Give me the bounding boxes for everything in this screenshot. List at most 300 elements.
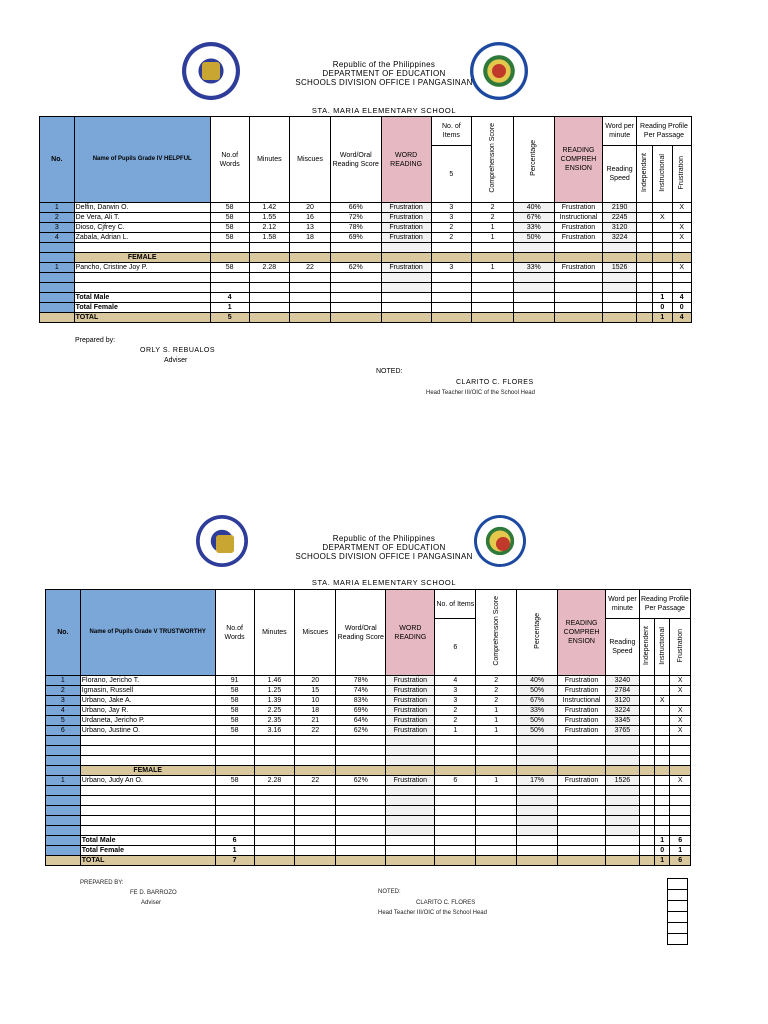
col-word-reading: WORD READING xyxy=(381,117,431,203)
table-cell xyxy=(639,806,654,816)
table-cell: 21 xyxy=(295,716,336,726)
total-row xyxy=(46,856,691,866)
total-profile: 4 xyxy=(672,293,692,303)
table-cell xyxy=(670,796,691,806)
table-cell: 1 xyxy=(472,263,514,273)
table-cell xyxy=(672,213,692,223)
table-cell: 2 xyxy=(435,716,476,726)
col-wpm: Word per minute xyxy=(606,590,640,619)
female-label: FEMALE xyxy=(80,766,215,776)
table-cell xyxy=(513,283,554,293)
table-cell xyxy=(435,736,476,746)
table-cell: Urbano, Judy An O. xyxy=(80,776,215,786)
table-cell: Urbano, Jake A. xyxy=(80,696,215,706)
table-cell: X xyxy=(670,686,691,696)
table-cell: 50% xyxy=(517,726,558,736)
total-profile: 0 xyxy=(655,846,670,856)
table-cell: Frustration xyxy=(558,676,606,686)
table-cell: X xyxy=(672,263,692,273)
total-profile: 1 xyxy=(670,846,691,856)
female-label: FEMALE xyxy=(74,253,210,263)
total-label: TOTAL xyxy=(80,856,215,866)
table-cell xyxy=(330,283,381,293)
total-profile xyxy=(636,293,652,303)
table-cell xyxy=(386,736,435,746)
table-cell xyxy=(653,273,672,283)
table-cell: X xyxy=(653,213,672,223)
table-cell: 22 xyxy=(295,726,336,736)
table-cell: 58 xyxy=(215,776,254,786)
col-no: No. xyxy=(46,590,81,676)
table-cell xyxy=(639,686,654,696)
table-cell xyxy=(74,273,210,283)
table-cell: 18 xyxy=(290,233,331,243)
table-cell: 1.46 xyxy=(254,676,295,686)
table-cell: 58 xyxy=(210,203,249,213)
table-cell xyxy=(603,243,637,253)
table-cell xyxy=(295,806,336,816)
table-cell xyxy=(472,273,514,283)
head-title: Head Teacher III/OIC of the School Head xyxy=(426,390,535,396)
table-cell: 3765 xyxy=(606,726,640,736)
table-cell xyxy=(46,756,81,766)
table-cell xyxy=(636,283,652,293)
table-cell xyxy=(476,816,517,826)
table-cell xyxy=(210,283,249,293)
table-cell xyxy=(606,786,640,796)
table-cell: Frustration xyxy=(381,263,431,273)
col-miscues: Miscues xyxy=(295,590,336,676)
total-count: 4 xyxy=(210,293,249,303)
table-cell: 3345 xyxy=(606,716,640,726)
table-cell: X xyxy=(670,726,691,736)
table-cell xyxy=(639,756,654,766)
header-republic: Republic of the Philippines xyxy=(332,534,436,543)
table-cell xyxy=(215,736,254,746)
table-cell: 3 xyxy=(435,686,476,696)
table-cell xyxy=(254,786,295,796)
noted-label: NOTED: xyxy=(376,368,403,375)
table-cell: Florano, Jericho T. xyxy=(80,676,215,686)
table-cell: X xyxy=(670,776,691,786)
table-cell: 4 xyxy=(435,676,476,686)
table-cell xyxy=(639,746,654,756)
table-cell: 50% xyxy=(513,233,554,243)
prepared-label: PREPARED BY: xyxy=(80,880,124,886)
table-cell: 2 xyxy=(476,676,517,686)
table-cell: 64% xyxy=(336,716,386,726)
table-cell xyxy=(476,736,517,746)
col-name: Name of Pupils Grade V TRUSTWORTHY xyxy=(80,590,215,676)
table-cell: Frustration xyxy=(386,716,435,726)
col-profile: Reading Profile Per Passage xyxy=(636,117,691,146)
col-reading-speed: Reading Speed xyxy=(603,146,637,203)
table-cell xyxy=(636,233,652,243)
table-cell xyxy=(40,283,75,293)
table-cell: X xyxy=(672,223,692,233)
table-cell xyxy=(636,243,652,253)
total-profile xyxy=(639,846,654,856)
col-minutes: Minutes xyxy=(254,590,295,676)
table-cell xyxy=(46,806,81,816)
table-cell xyxy=(330,273,381,283)
table-cell: 33% xyxy=(517,706,558,716)
table-cell xyxy=(80,786,215,796)
table-cell: 2 xyxy=(40,213,75,223)
letterhead xyxy=(0,60,768,87)
table-cell xyxy=(554,273,603,283)
table-cell: Frustration xyxy=(558,716,606,726)
female-header-row xyxy=(46,766,691,776)
col-reading-comprehension: READING COMPREH ENSION xyxy=(558,590,606,676)
table-cell: 69% xyxy=(330,233,381,243)
table-cell xyxy=(46,816,81,826)
table-cell: 1.39 xyxy=(254,696,295,706)
table-cell: 16 xyxy=(290,213,331,223)
table-cell xyxy=(558,806,606,816)
table-cell: 1.25 xyxy=(254,686,295,696)
table-cell xyxy=(215,826,254,836)
table-cell: 2245 xyxy=(603,213,637,223)
table-cell xyxy=(639,726,654,736)
table-row xyxy=(46,776,691,786)
table-cell xyxy=(636,223,652,233)
table-cell xyxy=(215,816,254,826)
total-count: 5 xyxy=(210,313,249,323)
col-minutes: Minutes xyxy=(249,117,290,203)
table-cell: 18 xyxy=(295,706,336,716)
table-cell xyxy=(336,826,386,836)
checkbox-column xyxy=(667,879,688,945)
blank-row xyxy=(46,786,691,796)
empty-box xyxy=(667,933,688,945)
table-cell: 2190 xyxy=(603,203,637,213)
table-cell: Urbano, Jay R. xyxy=(80,706,215,716)
table-cell xyxy=(295,816,336,826)
table-cell: Delfin, Darwin O. xyxy=(74,203,210,213)
table-cell: 58 xyxy=(210,263,249,273)
table-cell: 2 xyxy=(472,203,514,213)
table-cell xyxy=(249,243,290,253)
table-cell xyxy=(653,233,672,243)
table-cell: 62% xyxy=(336,776,386,786)
reading-table-grade-v xyxy=(45,589,691,866)
col-profile: Reading Profile Per Passage xyxy=(639,590,690,619)
total-profile xyxy=(639,856,654,866)
blank-row xyxy=(46,826,691,836)
table-cell: 1 xyxy=(46,776,81,786)
total-label: TOTAL xyxy=(74,313,210,323)
table-cell: 17% xyxy=(517,776,558,786)
adviser-name: FE D. BARROZO xyxy=(130,890,177,896)
col-frustration: Frustration xyxy=(678,155,686,190)
table-cell xyxy=(476,796,517,806)
header-republic: Republic of the Philippines xyxy=(332,60,436,69)
school-name: STA. MARIA ELEMENTARY SCHOOL xyxy=(311,106,457,115)
table-cell xyxy=(431,243,472,253)
table-cell xyxy=(336,816,386,826)
total-label: Total Male xyxy=(80,836,215,846)
table-cell xyxy=(46,736,81,746)
table-cell xyxy=(606,736,640,746)
blank-row xyxy=(46,746,691,756)
total-profile: 6 xyxy=(670,836,691,846)
table-cell xyxy=(606,796,640,806)
table-cell xyxy=(386,796,435,806)
table-cell: 20 xyxy=(295,676,336,686)
table-cell: 3224 xyxy=(606,706,640,716)
table-cell: 2.28 xyxy=(249,263,290,273)
table-cell xyxy=(336,746,386,756)
table-cell xyxy=(46,786,81,796)
blank-row xyxy=(46,756,691,766)
col-name: Name of Pupils Grade IV HELPFUL xyxy=(74,117,210,203)
table-cell xyxy=(254,826,295,836)
table-row xyxy=(40,213,692,223)
table-cell: 83% xyxy=(336,696,386,706)
table-cell xyxy=(254,756,295,766)
table-cell xyxy=(290,243,331,253)
table-cell xyxy=(670,806,691,816)
table-cell: 1526 xyxy=(606,776,640,786)
table-cell xyxy=(249,283,290,293)
table-cell: 72% xyxy=(330,213,381,223)
total-count: 7 xyxy=(215,856,254,866)
table-cell xyxy=(655,716,670,726)
table-cell xyxy=(670,736,691,746)
table-cell xyxy=(295,736,336,746)
table-cell: Frustration xyxy=(381,203,431,213)
table-cell: 1.42 xyxy=(249,203,290,213)
table-cell xyxy=(46,826,81,836)
table-cell xyxy=(670,786,691,796)
table-cell xyxy=(639,676,654,686)
table-cell: 1 xyxy=(40,203,75,213)
table-cell xyxy=(386,756,435,766)
col-miscues: Miscues xyxy=(290,117,331,203)
table-cell xyxy=(80,746,215,756)
table-cell xyxy=(517,736,558,746)
table-cell: 1 xyxy=(46,676,81,686)
table-cell: 1 xyxy=(472,233,514,243)
table-cell: 3 xyxy=(431,213,472,223)
table-cell xyxy=(40,273,75,283)
table-cell: 3 xyxy=(46,696,81,706)
table-cell xyxy=(517,756,558,766)
total-profile: 6 xyxy=(670,856,691,866)
table-cell: 3 xyxy=(431,203,472,213)
table-cell xyxy=(431,283,472,293)
table-cell xyxy=(655,826,670,836)
table-cell xyxy=(606,746,640,756)
table-cell: Instructional xyxy=(558,696,606,706)
table-cell: 33% xyxy=(513,223,554,233)
total-count: 6 xyxy=(215,836,254,846)
reading-table-grade-iv xyxy=(39,116,692,323)
table-cell xyxy=(476,806,517,816)
table-cell xyxy=(636,213,652,223)
table-cell: X xyxy=(655,696,670,706)
table-cell: 6 xyxy=(46,726,81,736)
header-department: DEPARTMENT OF EDUCATION xyxy=(322,543,446,552)
table-cell xyxy=(558,786,606,796)
table-cell xyxy=(655,806,670,816)
total-profile: 1 xyxy=(655,856,670,866)
col-oral-score: Word/Oral Reading Score xyxy=(336,590,386,676)
prepared-label: Prepared by: xyxy=(75,337,116,344)
head-name: CLARITO C. FLORES xyxy=(416,900,476,906)
table-cell: 67% xyxy=(517,696,558,706)
total-count: 1 xyxy=(215,846,254,856)
table-cell xyxy=(639,716,654,726)
table-cell xyxy=(254,736,295,746)
table-cell: Frustration xyxy=(554,203,603,213)
table-cell xyxy=(558,826,606,836)
table-cell: 6 xyxy=(435,776,476,786)
total-label: Total Female xyxy=(74,303,210,313)
table-cell: 20 xyxy=(290,203,331,213)
table-cell: 91 xyxy=(215,676,254,686)
table-cell xyxy=(655,786,670,796)
total-profile: 0 xyxy=(672,303,692,313)
table-cell xyxy=(517,746,558,756)
total-count: 1 xyxy=(210,303,249,313)
table-cell: 58 xyxy=(210,223,249,233)
table-cell xyxy=(381,273,431,283)
table-cell xyxy=(74,283,210,293)
table-cell xyxy=(336,786,386,796)
table-cell: Frustration xyxy=(386,696,435,706)
table-cell xyxy=(655,756,670,766)
table-cell xyxy=(295,826,336,836)
table-cell: 50% xyxy=(517,686,558,696)
col-items-count: 6 xyxy=(435,619,476,676)
total-profile: 0 xyxy=(653,303,672,313)
blank-row xyxy=(40,273,692,283)
table-cell xyxy=(80,736,215,746)
table-cell: X xyxy=(670,706,691,716)
table-cell: Frustration xyxy=(386,776,435,786)
table-cell xyxy=(476,786,517,796)
total-profile: 1 xyxy=(653,293,672,303)
table-cell: Frustration xyxy=(381,233,431,243)
head-title: Head Teacher III/OIC of the School Head xyxy=(378,910,487,916)
total-row xyxy=(46,836,691,846)
header-department: DEPARTMENT OF EDUCATION xyxy=(322,69,446,78)
table-cell: 2 xyxy=(476,686,517,696)
table-cell xyxy=(295,746,336,756)
col-items: No. of Items xyxy=(435,590,476,619)
col-percentage: Percentage xyxy=(533,613,541,649)
table-cell xyxy=(215,796,254,806)
table-cell: 2 xyxy=(472,213,514,223)
col-percentage: Percentage xyxy=(530,140,538,176)
table-cell xyxy=(381,243,431,253)
table-cell: 1 xyxy=(476,726,517,736)
table-cell: 2 xyxy=(431,233,472,243)
col-reading-speed: Reading Speed xyxy=(606,619,640,676)
table-cell: 4 xyxy=(40,233,75,243)
table-cell xyxy=(670,756,691,766)
table-cell: Frustration xyxy=(554,223,603,233)
table-cell: 40% xyxy=(517,676,558,686)
table-cell: Frustration xyxy=(558,776,606,786)
table-cell xyxy=(655,676,670,686)
table-cell xyxy=(210,273,249,283)
table-cell: 58 xyxy=(215,706,254,716)
col-instructional: Instructional xyxy=(658,153,666,192)
table-cell xyxy=(435,746,476,756)
table-cell: 3224 xyxy=(603,233,637,243)
total-profile: 1 xyxy=(653,313,672,323)
table-cell: 50% xyxy=(517,716,558,726)
table-cell xyxy=(386,786,435,796)
blank-row xyxy=(46,736,691,746)
blank-row xyxy=(46,796,691,806)
table-cell: 58 xyxy=(215,716,254,726)
table-cell: Frustration xyxy=(554,263,603,273)
table-cell xyxy=(46,746,81,756)
table-cell xyxy=(513,243,554,253)
col-oral-score: Word/Oral Reading Score xyxy=(330,117,381,203)
table-cell xyxy=(476,746,517,756)
table-cell: Frustration xyxy=(554,233,603,243)
table-cell xyxy=(636,203,652,213)
table-cell: 2.35 xyxy=(254,716,295,726)
table-cell: Urdaneta, Jericho P. xyxy=(80,716,215,726)
table-cell xyxy=(431,273,472,283)
table-cell xyxy=(653,283,672,293)
table-cell xyxy=(606,806,640,816)
table-cell xyxy=(606,816,640,826)
table-row xyxy=(46,696,691,706)
table-cell xyxy=(40,243,75,253)
col-frustration: Frustration xyxy=(676,628,684,663)
table-cell xyxy=(80,816,215,826)
table-cell xyxy=(558,796,606,806)
table-cell xyxy=(435,806,476,816)
table-cell: 66% xyxy=(330,203,381,213)
table-cell xyxy=(670,696,691,706)
table-cell xyxy=(606,756,640,766)
table-cell: 1 xyxy=(40,263,75,273)
table-cell xyxy=(639,736,654,746)
table-cell xyxy=(639,776,654,786)
col-comprehension-score: Comprehension Score xyxy=(492,596,500,666)
table-cell xyxy=(80,826,215,836)
col-independent: Independant xyxy=(641,153,649,192)
table-cell: 3240 xyxy=(606,676,640,686)
table-cell xyxy=(672,243,692,253)
table-cell: 2.12 xyxy=(249,223,290,233)
table-cell: 3120 xyxy=(606,696,640,706)
total-row xyxy=(40,293,692,303)
table-cell: 3 xyxy=(435,696,476,706)
table-cell xyxy=(381,283,431,293)
table-cell xyxy=(639,826,654,836)
total-profile xyxy=(636,303,652,313)
table-row xyxy=(46,676,691,686)
table-row xyxy=(46,726,691,736)
table-cell: 2 xyxy=(476,696,517,706)
school-name: STA. MARIA ELEMENTARY SCHOOL xyxy=(311,578,457,587)
table-cell xyxy=(554,283,603,293)
female-header-row xyxy=(40,253,692,263)
table-cell xyxy=(653,243,672,253)
table-cell: 69% xyxy=(336,706,386,716)
table-cell xyxy=(295,756,336,766)
table-cell: 58 xyxy=(210,213,249,223)
